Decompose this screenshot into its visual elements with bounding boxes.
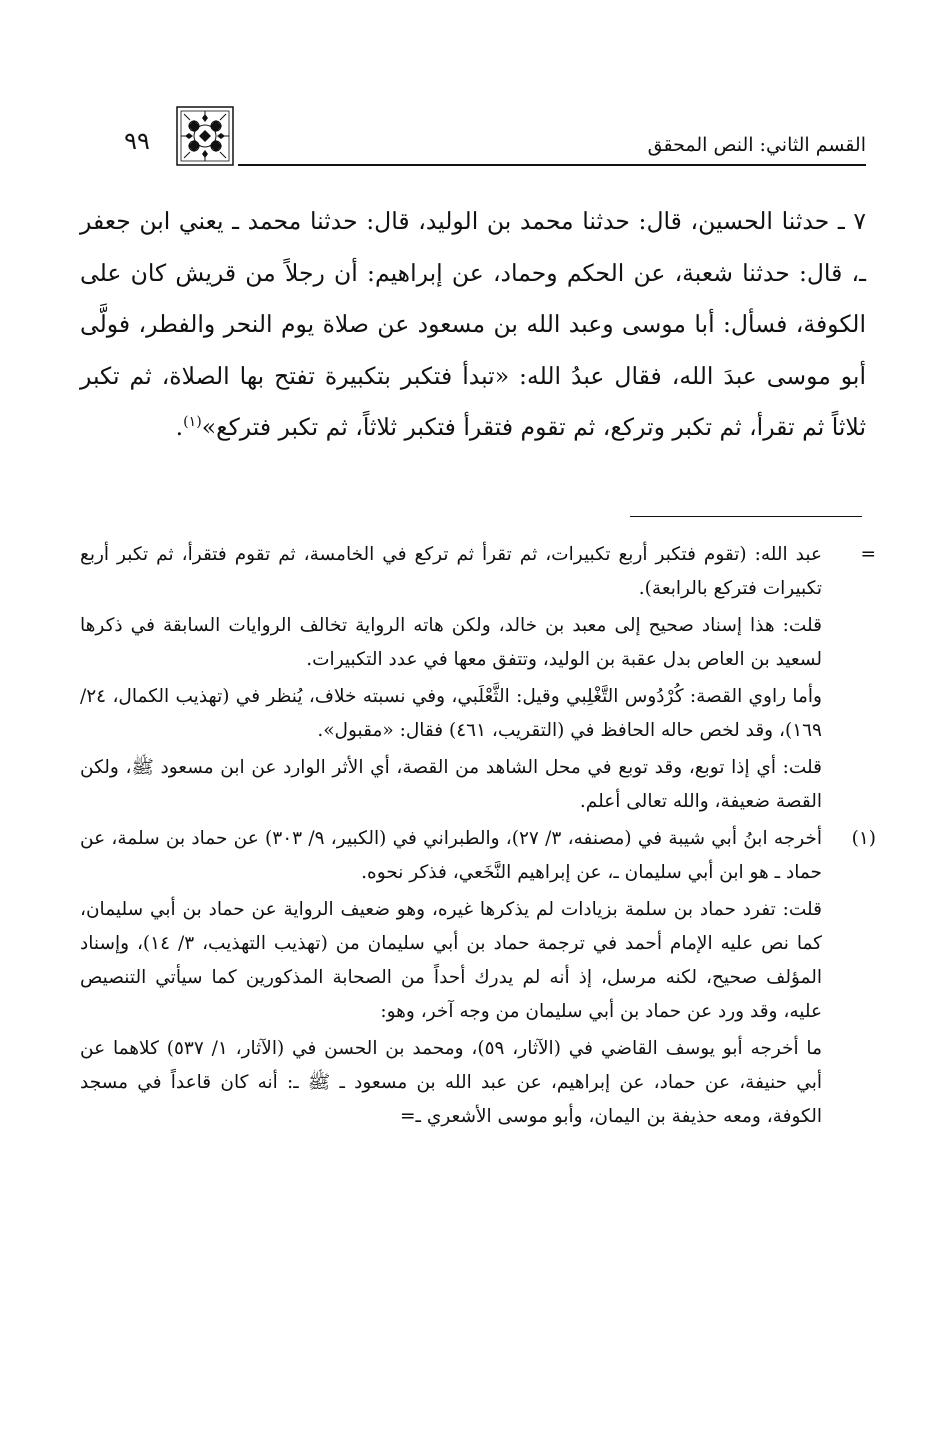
footnote-continuation-paragraph xyxy=(80,751,878,819)
sentence-end: . xyxy=(175,413,184,441)
footnote-continuation-paragraph xyxy=(80,538,878,606)
footnote-text: ما أخرجه أبو يوسف القاضي في (الآثار، ٥٩)، ومحمد بن الحسن في (الآثار، ١/ ٥٣٧) كلاهما عن أبي حنيفة، عن حماد، عن إبراهيم، عن عبد الله بن مسعود ـ ﷺ ـ: أنه كان قاعداً في مسجد الكوفة، ومعه حذيفة بن اليمان، وأبو موسى الأشعري ـ= xyxy=(80,1038,822,1127)
main-paragraph xyxy=(80,196,866,454)
continuation-marker: = xyxy=(860,544,876,565)
footnote-text: قلت: هذا إسناد صحيح إلى معبد بن خالد، ولكن هاته الرواية تخالف الروايات السابقة في ذكرها لسعيد بن العاص بدل عقبة بن الوليد، وتتفق معها في عدد التكبيرات. xyxy=(80,615,822,670)
header-rule xyxy=(238,164,866,166)
footnote-continuation-paragraph xyxy=(80,680,878,748)
footnote-text: قلت: تفرد حماد بن سلمة بزيادات لم يذكرها غيره، وهو ضعيف الرواية عن حماد بن أبي سليمان، كما نص عليه الإمام أحمد في ترجمة حماد بن أبي سليمان من (تهذيب التهذيب، ٣/ ١٤)، وإسناد المؤلف صحيح، لكنه مرسل، إذ أنه لم يدرك أحداً من الصحابة المذكورين كما سيأتي التنصيص عليه، وقد ورد عن حماد بن أبي سليمان من وجه آخر، وهو: xyxy=(80,899,822,1022)
hadith-text: ٧ ـ حدثنا الحسين، قال: حدثنا محمد بن الوليد، قال: حدثنا محمد ـ يعني ابن جعفر ـ، قال: حدثنا شعبة، عن الحكم وحماد، عن إبراهيم: أن رجلاً من قريش كان على الكوفة، فسأل: أبا موسى وعبد الله بن مسعود عن صلاة يوم النحر والفطر، فولَّى أبو موسى عبدَ الله، فقال عبدُ الله: «تبدأ فتكبر بتكبيرة تفتح بها الصلاة، ثم تكبر ثلاثاً ثم تقرأ، ثم تكبر وتركع، ثم تقوم فتقرأ فتكبر ثلاثاً، ثم تكبر فتركع» xyxy=(80,207,866,441)
footnote-1-paragraph xyxy=(80,822,878,890)
running-header xyxy=(108,104,866,166)
footnote-text: قلت: أي إذا توبع، وقد توبع في محل الشاهد من القصة، أي الأثر الوارد عن ابن مسعود ﷺ، ولكن القصة ضعيفة، والله تعالى أعلم. xyxy=(80,757,822,812)
footnote-text: عبد الله: (تقوم فتكبر أربع تكبيرات، ثم تقرأ ثم تركع في الخامسة، ثم تقوم فتقرأ، ثم تكبر أربع تكبيرات فتركع بالرابعة). xyxy=(80,544,822,599)
footnote-reference: (١) xyxy=(183,414,202,431)
footnote-continuation-paragraph xyxy=(80,609,878,677)
footnote-1-paragraph xyxy=(80,893,878,1029)
footnotes xyxy=(80,538,878,1137)
footnote-text: أخرجه ابنُ أبي شيبة في (مصنفه، ٣/ ٢٧)، والطبراني في (الكبير، ٩/ ٣٠٣) عن حماد بن سلمة، عن حماد ـ هو ابن أبي سليمان ـ، عن إبراهيم النَّخَعي، فذكر نحوه. xyxy=(80,828,823,883)
main-text xyxy=(80,196,866,454)
footnote-number: (١) xyxy=(851,828,876,849)
page-number: ٩٩ xyxy=(124,127,150,155)
arabesque-ornament-icon xyxy=(176,106,234,166)
footnote-separator xyxy=(630,516,862,517)
footnote-text: وأما راوي القصة: كُرْدُوس التَّغْلِبي وقيل: الثَّعْلَبي، وفي نسبته خلاف، يُنظر في (تهذيب الكمال، ٢٤/ ١٦٩)، وقد لخص حاله الحافظ في (التقريب، ٤٦١) فقال: «مقبول». xyxy=(80,686,822,741)
footnote-1-paragraph xyxy=(80,1032,878,1134)
section-title: القسم الثاني: النص المحقق xyxy=(647,134,866,156)
